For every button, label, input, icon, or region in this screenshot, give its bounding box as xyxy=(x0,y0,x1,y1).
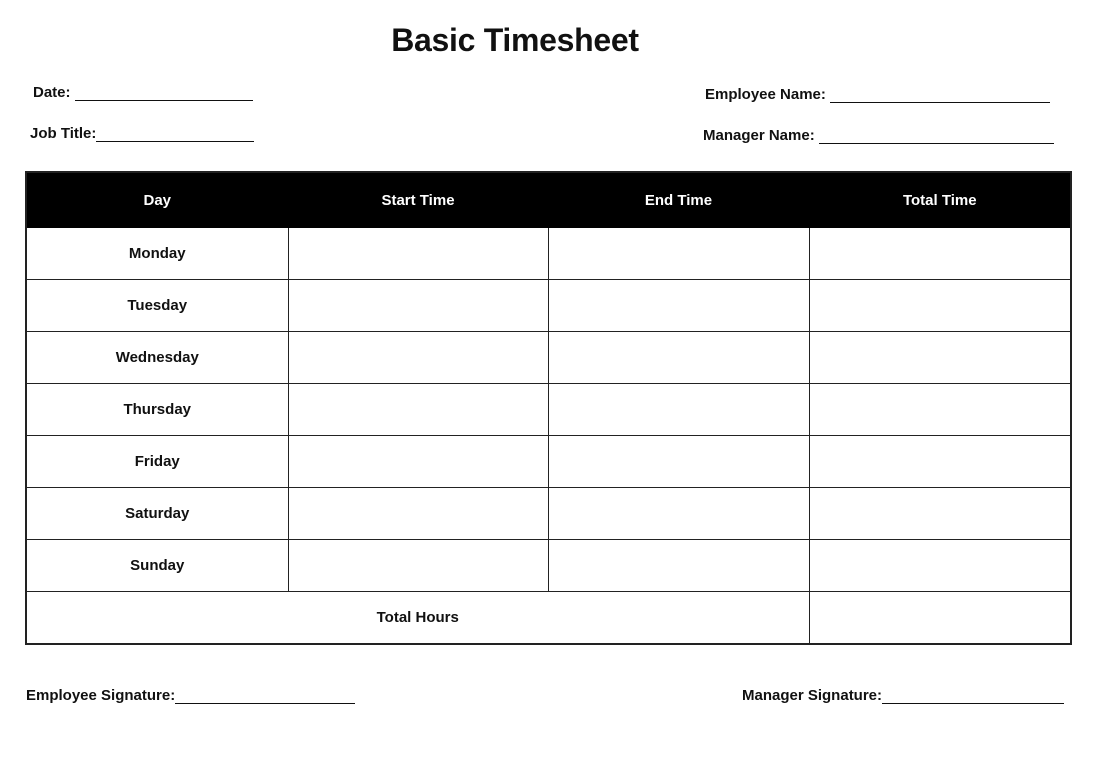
table-header-row xyxy=(26,172,1071,228)
employee-signature-field[interactable] xyxy=(26,687,355,704)
manager-signature-label: Manager Signature: xyxy=(742,687,883,704)
start-time-cell[interactable] xyxy=(288,540,548,592)
start-time-cell[interactable] xyxy=(288,384,548,436)
day-cell: Tuesday xyxy=(26,280,288,332)
manager-name-field[interactable] xyxy=(703,127,1054,144)
job-title-field[interactable] xyxy=(30,125,254,142)
employee-signature-label: Employee Signature: xyxy=(26,687,176,704)
start-time-cell[interactable] xyxy=(288,280,548,332)
start-time-cell[interactable] xyxy=(288,488,548,540)
manager-signature-field[interactable] xyxy=(742,687,1064,704)
total-hours-value-cell[interactable] xyxy=(809,592,1071,645)
manager-name-label: Manager Name: xyxy=(703,127,815,144)
day-cell: Saturday xyxy=(26,488,288,540)
column-header-day: Day xyxy=(26,172,288,228)
total-time-cell[interactable] xyxy=(809,332,1071,384)
end-time-cell[interactable] xyxy=(548,280,809,332)
end-time-cell[interactable] xyxy=(548,436,809,488)
end-time-cell[interactable] xyxy=(548,488,809,540)
table-row xyxy=(26,540,1071,592)
total-time-cell[interactable] xyxy=(809,228,1071,280)
job-title-label: Job Title: xyxy=(30,125,97,142)
timesheet-table xyxy=(25,171,1072,645)
end-time-cell[interactable] xyxy=(548,332,809,384)
column-header-total-time: Total Time xyxy=(809,172,1071,228)
manager-signature-input-line[interactable] xyxy=(882,689,1064,704)
total-hours-label: Total Hours xyxy=(26,592,809,645)
table-row xyxy=(26,280,1071,332)
total-time-cell[interactable] xyxy=(809,384,1071,436)
day-cell: Monday xyxy=(26,228,288,280)
total-hours-row xyxy=(26,592,1071,645)
table-row xyxy=(26,228,1071,280)
employee-name-field[interactable] xyxy=(705,86,1050,103)
end-time-cell[interactable] xyxy=(548,384,809,436)
total-time-cell[interactable] xyxy=(809,280,1071,332)
column-header-start-time: Start Time xyxy=(288,172,548,228)
total-time-cell[interactable] xyxy=(809,436,1071,488)
start-time-cell[interactable] xyxy=(288,228,548,280)
start-time-cell[interactable] xyxy=(288,332,548,384)
column-header-end-time: End Time xyxy=(548,172,809,228)
total-time-cell[interactable] xyxy=(809,540,1071,592)
end-time-cell[interactable] xyxy=(548,228,809,280)
table-row xyxy=(26,384,1071,436)
day-cell: Wednesday xyxy=(26,332,288,384)
date-input-line[interactable] xyxy=(75,86,253,101)
start-time-cell[interactable] xyxy=(288,436,548,488)
table-row xyxy=(26,332,1071,384)
day-cell: Thursday xyxy=(26,384,288,436)
table-row xyxy=(26,488,1071,540)
job-title-input-line[interactable] xyxy=(96,127,254,142)
table-row xyxy=(26,436,1071,488)
employee-name-label: Employee Name: xyxy=(705,86,826,103)
date-label: Date: xyxy=(33,84,71,101)
employee-name-input-line[interactable] xyxy=(830,88,1050,103)
end-time-cell[interactable] xyxy=(548,540,809,592)
day-cell: Friday xyxy=(26,436,288,488)
day-cell: Sunday xyxy=(26,540,288,592)
employee-signature-input-line[interactable] xyxy=(175,689,355,704)
page-title: Basic Timesheet xyxy=(391,22,639,58)
total-time-cell[interactable] xyxy=(809,488,1071,540)
manager-name-input-line[interactable] xyxy=(819,129,1054,144)
date-field[interactable] xyxy=(33,84,253,101)
